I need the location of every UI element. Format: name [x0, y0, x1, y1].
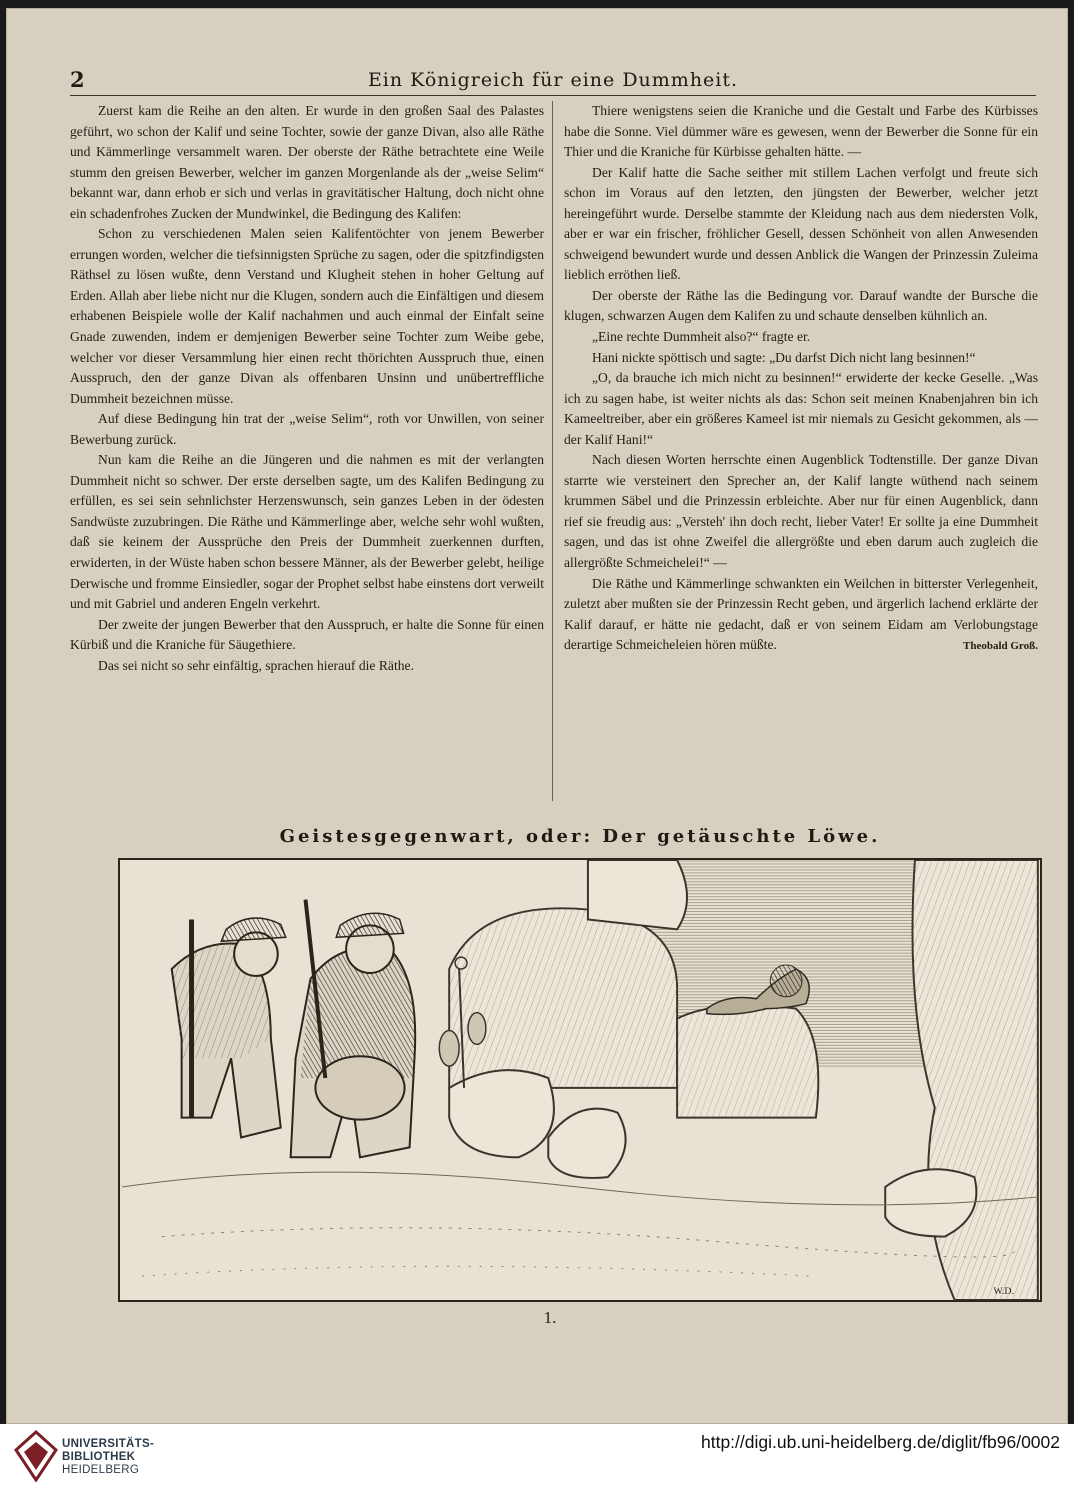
- paragraph: Das sei nicht so sehr einfältig, sprachen hierauf die Räthe.: [98, 657, 414, 673]
- paragraph: Der Kalif hatte die Sache seither mit stillem Lachen verfolgt und freute sich schon im Voraus auf den letzten, den jüngsten der Bewerber, welcher jetzt hereingeführt wurde. Derselbe stammte der Kleidung nach aus dem niedersten Volk, aber er war ein frischer, fröhlicher Gesell, dessen Schönheit von allen Anwesenden schweigend bewundert wurde und dessen Anblick die Wangen der Prinzessin Zuleima lieblich erröthen ließ.: [564, 164, 1038, 283]
- logo-text-line: UNIVERSITÄTS-: [62, 1438, 155, 1450]
- library-seal-icon: [14, 1430, 58, 1482]
- running-head: [70, 66, 1036, 96]
- paragraph: Nun kam die Reihe an die Jüngeren und die nahmen es mit der verlangten Dummheit nicht so schwer. Der erste derselben sagte, um des Kalifen Bedingung zu erfüllen, es sei sein sehnlichster Herzenswunsch, sein ganzes Leben in der ödesten Sandwüste zuzubringen. Die Räthe und Kämmerlinge aber, welche sehr wohl wußten, daß sie keinem der Aussprüche den Preis der Dummheit zuerkennen durften, erwiderten, in der Wüste haben schon bessere Männer, als der Bewerber gelebt, heilige Derwische und fromme Einsiedler, sogar der Prophet selbst habe einstens dort verweilt und mit Gabriel und anderen Engeln verkehrt.: [70, 452, 544, 612]
- text-column-left: [70, 101, 544, 801]
- paragraph: Der oberste der Räthe las die Bedingung vor. Darauf wandte der Bursche die klugen, schwarzen Augen dem Kalifen zu und schaute denselben kühnlich an.: [564, 287, 1038, 324]
- source-url-link[interactable]: http://digi.ub.uni-heidelberg.de/diglit/fb96/0002: [700, 1432, 1060, 1452]
- author-signature: Theobald Groß.: [963, 639, 1038, 652]
- column-divider: [552, 101, 553, 801]
- logo-text-line: HEIDELBERG: [62, 1464, 140, 1476]
- library-logo[interactable]: [14, 1428, 184, 1488]
- engraving-illustration: [118, 858, 1042, 1302]
- paragraph: Auf diese Bedingung hin trat der „weise Selim“, roth vor Unwillen, von seiner Bewerbung zurück.: [70, 411, 544, 447]
- illustration-title: Geistesgegenwart, oder: Der getäuschte Löwe.: [279, 826, 881, 847]
- paragraph: „O, da brauche ich mich nicht zu besinnen!“ erwiderte der kecke Geselle. „Was ich zu sagen habe, ist weiter nichts als das: Schon seit meinen Knabenjahren bin ich Kameeltreiber, aber ein größeres Kameel ist mir niemals zu Gesicht gekommen, als — der Kalif Hani!“: [564, 370, 1038, 447]
- paragraph: Thiere wenigstens seien die Kraniche und die Gestalt und Farbe des Kürbisses habe die Sonne. Viel dümmer wäre es gewesen, wenn der Bewerber die Sonne für ein Thier und die Kraniche für Kürbisse gehalten hätte. —: [564, 103, 1038, 160]
- page-number: 2: [70, 67, 85, 92]
- paragraph: „Eine rechte Dummheit also?“ fragte er.: [592, 329, 811, 345]
- paragraph: Schon zu verschiedenen Malen seien Kalifentöchter von jenem Bewerber errungen worden, welcher die tiefsinnigsten Sprüche zu sagen, oder die spitzfindigsten Räthsel zu lösen wußte, denn Verstand und Klugheit stehen in hoher Geltung auf Erden. Allah aber liebe nicht nur die Klugen, sondern auch die Einfältigen und diesem erhabenen Beispiele wolle der Kalif nachahmen und auch einmal der Einfalt seine Gnade zuwenden, indem er demjenigen Bewerber seine Tochter zum Weibe gebe, welcher vor dieser Versammlung hier einen recht thörichten Ausspruch thue, einen Ausspruch, den der ganze Divan als offenbaren Unsinn und unübertreffliche Dummheit bezeichnen müsse.: [70, 226, 544, 406]
- running-title: Ein Königreich für eine Dummheit.: [367, 69, 739, 91]
- text-column-right: [564, 101, 1038, 801]
- artist-mark: W.D.: [993, 1286, 1015, 1298]
- figure-number: 1.: [543, 1308, 557, 1327]
- engraving-drawing: [120, 860, 1040, 1300]
- paragraph: Zuerst kam die Reihe an den alten. Er wurde in den großen Saal des Palastes geführt, wo schon der Kalif und seine Tochter, sowie der ganze Divan, also alle Räthe und Kämmerlinge versammelt waren. Der oberste der Räthe betrachtete eine Weile stumm den greisen Bewerber, welcher im ganzen Morgenlande als der „weise Selim“ bekannt war, dann erhob er sich und verlas in gravitätischer Haltung, doch nicht ohne ein schadenfrohes Zucken der Mundwinkel, die Bedingung des Kalifen:: [70, 103, 544, 221]
- logo-text-line: BIBLIOTHEK: [62, 1451, 136, 1463]
- paragraph: Hani nickte spöttisch und sagte: „Du darfst Dich nicht lang besinnen!“: [592, 349, 976, 365]
- paragraph: Die Räthe und Kämmerlinge schwankten ein Weilchen in bitterster Verlegenheit, zuletzt aber mußten sie der Prinzessin Recht geben, und ärgerlich lachend erklärte der Kalif darauf, er hätte nie gedacht, daß er von seinem Eidam am Verlobungstage derartige Schmeicheleien hören müßte.: [564, 575, 1038, 653]
- paragraph: Der zweite der jungen Bewerber that den Ausspruch, er halte die Sonne für einen Kürbiß und die Kraniche für Säugethiere.: [70, 616, 544, 653]
- paragraph: Nach diesen Worten herrschte einen Augenblick Todtenstille. Der ganze Divan starrte wie versteinert den Sprecher an, der Kalif langte wüthend nach seinem krummen Säbel und die Prinzessin erbleichte. Aber nur für einen Augenblick, dann rief sie freudig aus: „Versteh' ihn doch recht, lieber Vater! Er sollte ja eine Dummheit sagen, und das ist ohne Zweifel die allergrößte und eben darum auch zugleich die allergrößte Schmeichelei!“ —: [564, 452, 1038, 571]
